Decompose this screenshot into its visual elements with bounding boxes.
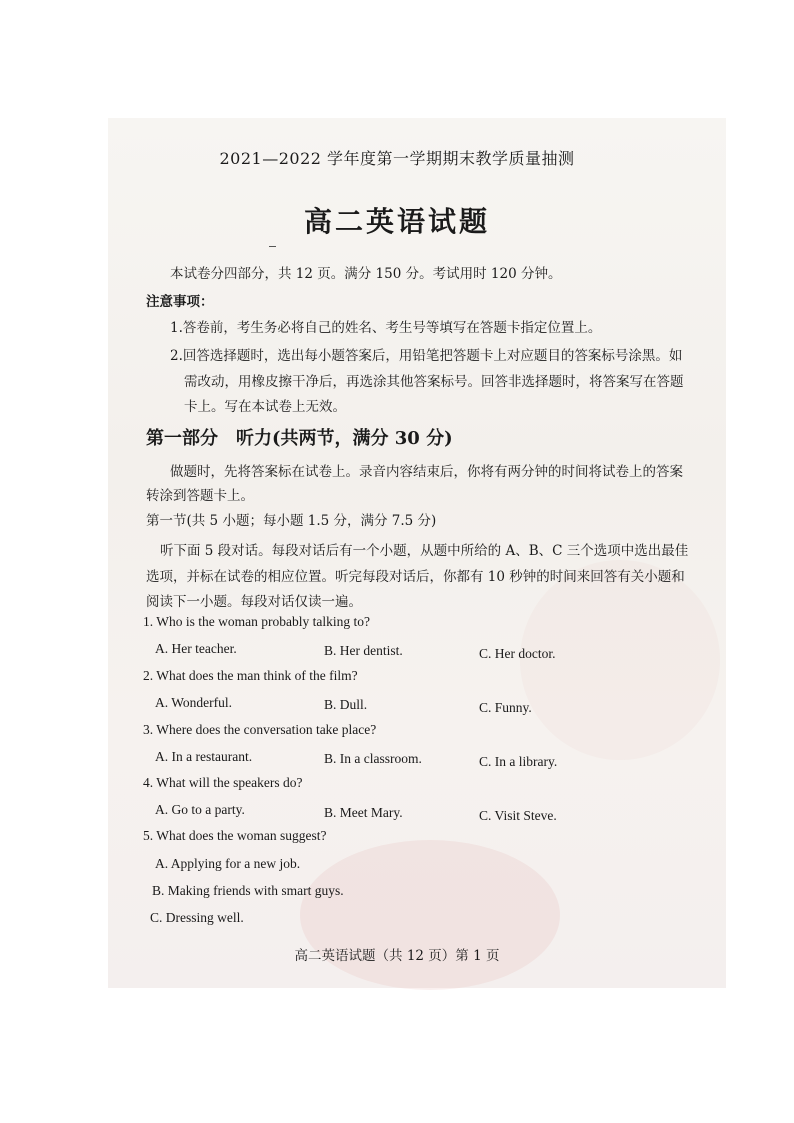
exam-title: 高二英语试题 bbox=[303, 205, 490, 238]
scan-mark bbox=[269, 246, 276, 247]
option-c: C. In a library. bbox=[479, 754, 558, 769]
option-a: A. Go to a party. bbox=[155, 802, 245, 817]
option-b: B. Her dentist. bbox=[324, 643, 403, 658]
scan-smudge bbox=[300, 840, 560, 990]
page-footer: 高二英语试题（共 12 页）第 1 页 bbox=[294, 948, 500, 964]
option-c: C. Visit Steve. bbox=[479, 808, 557, 823]
option-c: C. Her doctor. bbox=[479, 646, 556, 661]
section-1-title: 第一节(共 5 小题；每小题 1.5 分，满分 7.5 分) bbox=[146, 513, 437, 529]
note-2-line-2: 需改动，用橡皮擦干净后，再选涂其他答案标号。回答非选择题时，将答案写在答题 bbox=[184, 374, 684, 390]
option-c: C. Funny. bbox=[479, 700, 532, 715]
part-1-instruction-line-2: 转涂到答题卡上。 bbox=[146, 488, 254, 504]
option-a: A. Applying for a new job. bbox=[155, 856, 301, 871]
option-b: B. Meet Mary. bbox=[324, 805, 403, 820]
exam-header-line: 2021—2022 学年度第一学期期末教学质量抽测 bbox=[219, 149, 575, 168]
notes-heading: 注意事项： bbox=[146, 294, 214, 310]
part-1-instruction-line-1: 做题时，先将答案标在试卷上。录音内容结束后，你将有两分钟的时间将试卷上的答案 bbox=[170, 464, 683, 480]
section-1-instruction-line-3: 阅读下一小题。每段对话仅读一遍。 bbox=[146, 594, 362, 610]
option-b: B. Making friends with smart guys. bbox=[152, 883, 344, 898]
note-2-line-3: 卡上。写在本试卷上无效。 bbox=[184, 399, 346, 415]
question-stem: 1. Who is the woman probably talking to? bbox=[143, 614, 370, 629]
option-a: A. In a restaurant. bbox=[155, 749, 253, 764]
question-stem: 4. What will the speakers do? bbox=[143, 775, 303, 790]
exam-summary: 本试卷分四部分，共 12 页。满分 150 分。考试用时 120 分钟。 bbox=[170, 266, 562, 282]
option-a: A. Wonderful. bbox=[155, 695, 233, 710]
option-a: A. Her teacher. bbox=[155, 641, 237, 656]
option-b: B. Dull. bbox=[324, 697, 368, 712]
section-1-instruction-line-2: 选项，并标在试卷的相应位置。听完每段对话后，你都有 10 秒钟的时间来回答有关小题和 bbox=[146, 569, 685, 585]
part-1-title: 第一部分 听力(共两节，满分 30 分) bbox=[146, 428, 453, 449]
option-b: B. In a classroom. bbox=[324, 751, 422, 766]
question-stem: 5. What does the woman suggest? bbox=[143, 828, 327, 843]
question-stem: 3. Where does the conversation take place? bbox=[143, 722, 377, 737]
note-1: 1.答卷前，考生务必将自己的姓名、考生号等填写在答题卡指定位置上。 bbox=[170, 320, 602, 336]
option-c: C. Dressing well. bbox=[150, 910, 244, 925]
note-2-line-1: 2.回答选择题时，选出每小题答案后，用铅笔把答题卡上对应题目的答案标号涂黑。如 bbox=[170, 348, 683, 364]
section-1-instruction-line-1: 听下面 5 段对话。每段对话后有一个小题，从题中所给的 A、B、C 三个选项中选出最佳 bbox=[160, 543, 689, 559]
question-stem: 2. What does the man think of the film? bbox=[143, 668, 358, 683]
